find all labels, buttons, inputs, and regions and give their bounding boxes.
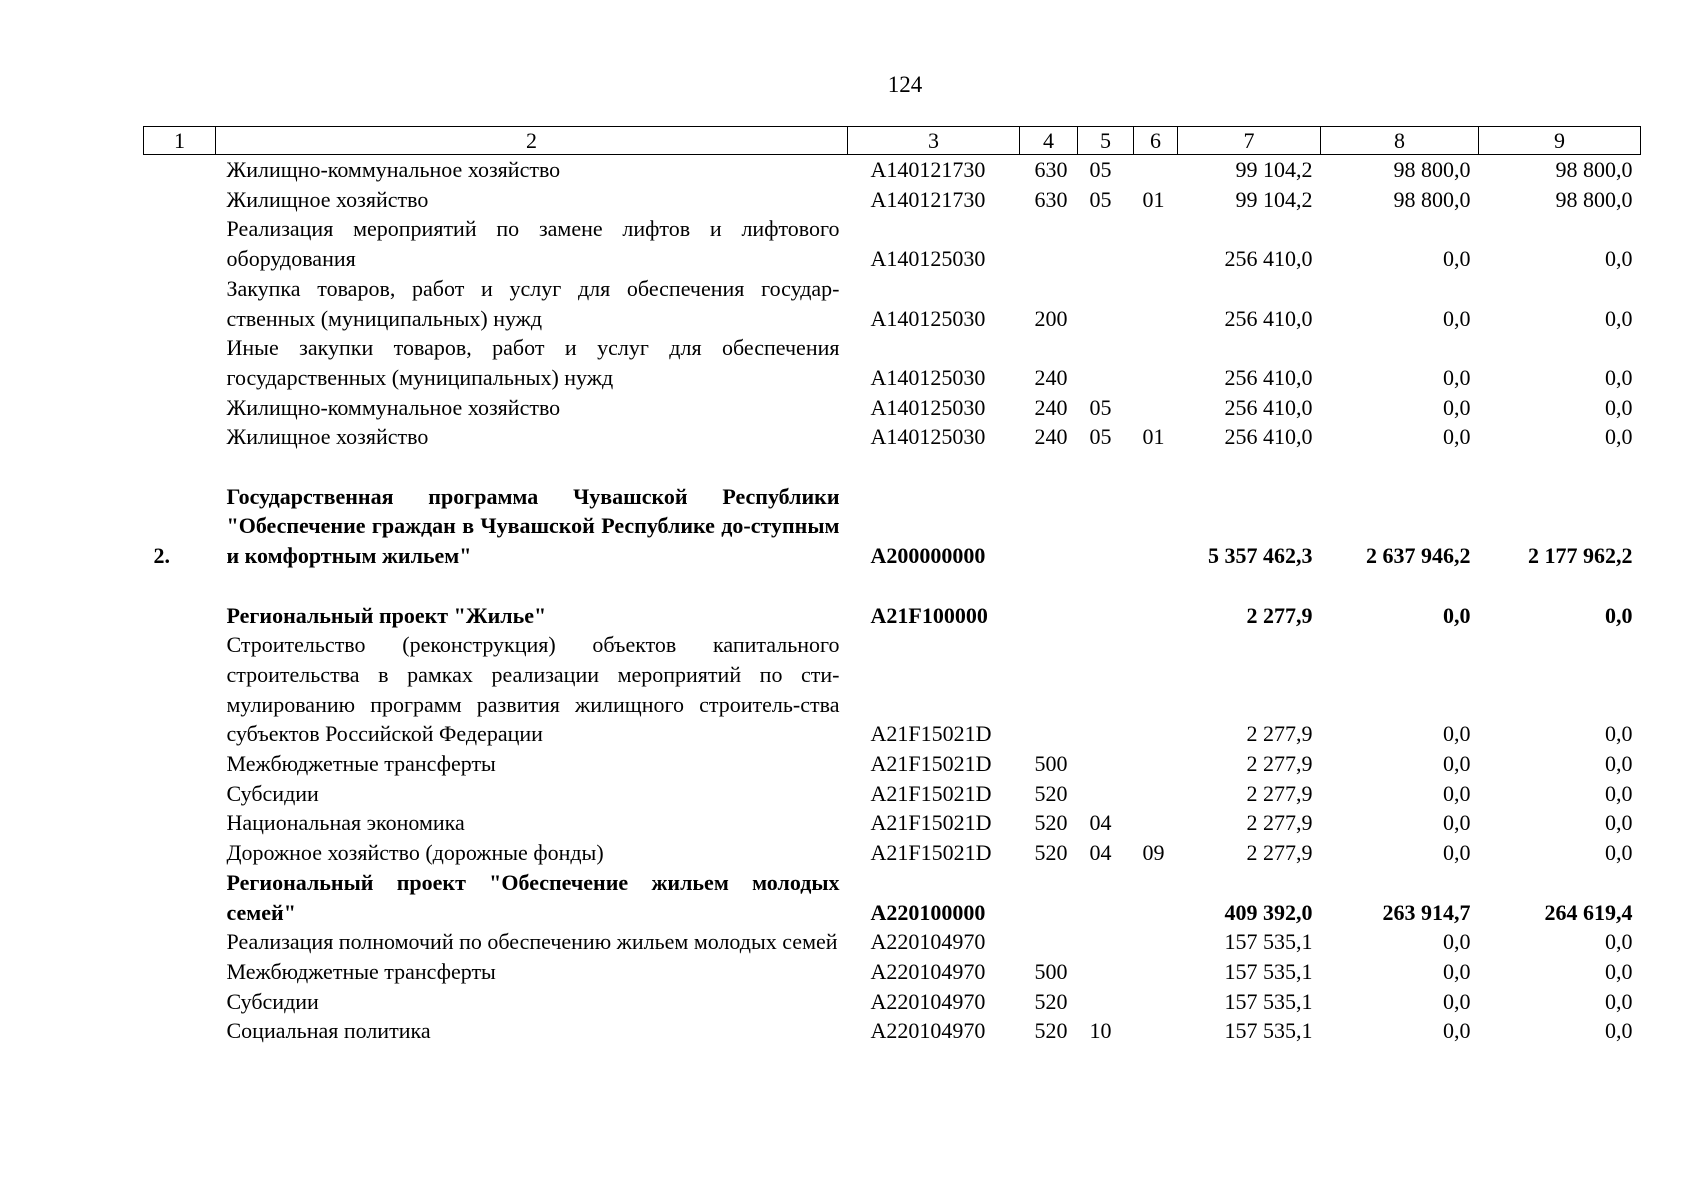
spacer-cell xyxy=(144,571,1641,601)
target-article-code: А21F100000 xyxy=(870,602,988,628)
subsection-code: 01 xyxy=(1142,186,1165,212)
table-row xyxy=(144,838,1641,868)
row-name: Социальная политика xyxy=(226,1018,431,1044)
subsection-code: 01 xyxy=(1142,424,1165,450)
row-name: Дорожное хозяйство (дорожные фонды) xyxy=(226,840,604,866)
subsection-code xyxy=(1134,927,1178,957)
row-number xyxy=(144,779,216,809)
subsection-code xyxy=(1134,957,1178,987)
row-number xyxy=(144,333,216,392)
target-article-code: А200000000 xyxy=(870,543,986,569)
row-number xyxy=(144,838,216,868)
subsection-code xyxy=(1134,214,1178,273)
amount-year-2: 0,0 xyxy=(1443,958,1471,984)
amount-year-1: 2 277,9 xyxy=(1246,810,1313,836)
row-name: Жилищно-коммунальное хозяйство xyxy=(226,394,561,420)
target-article-code: А21F15021D xyxy=(870,780,992,806)
target-article-code: А140125030 xyxy=(870,246,986,272)
row-name: Реализация мероприятий по замене лифтов и лифтового оборудования xyxy=(226,216,840,272)
amount-year-3: 0,0 xyxy=(1605,305,1633,331)
row-name: Закупка товаров, работ и услуг для обеспечения государ-ственных (муниципальных) нужд xyxy=(226,275,840,331)
row-name: Национальная экономика xyxy=(226,810,465,836)
target-article-code: А140125030 xyxy=(870,305,986,331)
expense-type-code: 520 xyxy=(1034,840,1068,866)
target-article-code: А140125030 xyxy=(870,424,986,450)
amount-year-3: 0,0 xyxy=(1605,721,1633,747)
column-header-8: 8 xyxy=(1321,127,1479,155)
target-article-code: А220100000 xyxy=(870,899,986,925)
amount-year-3: 0,0 xyxy=(1605,751,1633,777)
amount-year-3: 0,0 xyxy=(1605,780,1633,806)
amount-year-1: 2 277,9 xyxy=(1246,840,1313,866)
row-name: Субсидии xyxy=(226,780,319,806)
amount-year-2: 0,0 xyxy=(1443,246,1471,272)
target-article-code: А220104970 xyxy=(870,988,986,1014)
expense-type-code: 520 xyxy=(1034,988,1068,1014)
subsection-code xyxy=(1134,601,1178,631)
amount-year-1: 256 410,0 xyxy=(1224,364,1313,390)
amount-year-2: 0,0 xyxy=(1443,751,1471,777)
expense-type-code xyxy=(1020,868,1078,927)
expense-type-code xyxy=(1020,601,1078,631)
column-header-1: 1 xyxy=(144,127,216,155)
row-name: Жилищное хозяйство xyxy=(226,186,429,212)
target-article-code: А140121730 xyxy=(870,186,986,212)
section-code xyxy=(1078,333,1134,392)
row-number xyxy=(144,155,216,185)
table-row xyxy=(144,155,1641,185)
spacer-cell xyxy=(144,452,1641,482)
table-row xyxy=(144,927,1641,957)
column-header-6: 6 xyxy=(1134,127,1178,155)
row-name: Жилищно-коммунальное хозяйство xyxy=(226,157,561,182)
amount-year-3: 264 619,4 xyxy=(1544,899,1633,925)
expense-type-code: 520 xyxy=(1034,1018,1068,1044)
section-code xyxy=(1078,601,1134,631)
amount-year-2: 98 800,0 xyxy=(1393,186,1471,212)
amount-year-2: 98 800,0 xyxy=(1393,157,1471,182)
expense-type-code: 630 xyxy=(1034,157,1068,182)
expense-type-code: 240 xyxy=(1034,394,1068,420)
subsection-code xyxy=(1134,868,1178,927)
subsection-code xyxy=(1134,333,1178,392)
amount-year-1: 409 392,0 xyxy=(1224,899,1313,925)
target-article-code: А220104970 xyxy=(870,1018,986,1044)
section-code xyxy=(1078,927,1134,957)
amount-year-2: 0,0 xyxy=(1443,305,1471,331)
column-header-5: 5 xyxy=(1078,127,1134,155)
row-number xyxy=(144,808,216,838)
amount-year-2: 0,0 xyxy=(1443,424,1471,450)
amount-year-1: 157 535,1 xyxy=(1224,929,1313,955)
column-header-4: 4 xyxy=(1020,127,1078,155)
amount-year-1: 2 277,9 xyxy=(1246,751,1313,777)
amount-year-1: 157 535,1 xyxy=(1224,958,1313,984)
table-row xyxy=(144,868,1641,927)
column-header-3: 3 xyxy=(848,127,1020,155)
amount-year-2: 0,0 xyxy=(1443,780,1471,806)
subsection-code xyxy=(1134,779,1178,809)
section-code xyxy=(1078,779,1134,809)
row-name: Региональный проект "Обеспечение жильем молодых семей" xyxy=(226,869,840,925)
target-article-code: А21F15021D xyxy=(870,810,992,836)
row-name: Иные закупки товаров, работ и услуг для обеспечения государственных (муниципальных) нужд xyxy=(226,335,840,390)
expense-type-code: 520 xyxy=(1034,810,1068,836)
row-name: Реализация полномочий по обеспечению жильем молодых семей xyxy=(226,929,838,955)
expense-type-code xyxy=(1020,482,1078,571)
expense-type-code xyxy=(1020,214,1078,273)
amount-year-2: 2 637 946,2 xyxy=(1366,543,1471,569)
row-name: Межбюджетные трансферты xyxy=(226,958,496,984)
table-row xyxy=(144,333,1641,392)
section-code xyxy=(1078,630,1134,749)
amount-year-2: 0,0 xyxy=(1443,988,1471,1014)
spacer-row xyxy=(144,452,1641,482)
amount-year-3: 0,0 xyxy=(1605,988,1633,1014)
amount-year-1: 256 410,0 xyxy=(1224,394,1313,420)
amount-year-1: 256 410,0 xyxy=(1224,305,1313,331)
section-code xyxy=(1078,749,1134,779)
amount-year-1: 2 277,9 xyxy=(1246,721,1313,747)
section-code xyxy=(1078,482,1134,571)
expense-type-code: 630 xyxy=(1034,186,1068,212)
amount-year-1: 99 104,2 xyxy=(1235,186,1313,212)
table-row xyxy=(144,601,1641,631)
table-row xyxy=(144,214,1641,273)
table-row xyxy=(144,808,1641,838)
expense-type-code: 500 xyxy=(1034,958,1068,984)
row-number xyxy=(144,1016,216,1046)
table-body xyxy=(144,155,1641,1047)
expense-type-code: 520 xyxy=(1034,780,1068,806)
header-row xyxy=(144,127,1641,155)
row-name: Государственная программа Чувашской Республики "Обеспечение граждан в Чувашской Республике до-ступным и комфортным жильем" xyxy=(226,483,840,569)
table-row xyxy=(144,779,1641,809)
section-code: 05 xyxy=(1089,186,1112,212)
table-row xyxy=(144,393,1641,423)
table-row xyxy=(144,422,1641,452)
expense-type-code xyxy=(1020,630,1078,749)
row-number xyxy=(144,987,216,1017)
row-number xyxy=(144,274,216,333)
section-code: 05 xyxy=(1089,394,1112,420)
row-number xyxy=(144,749,216,779)
subsection-code xyxy=(1134,393,1178,423)
target-article-code: А21F15021D xyxy=(870,840,992,866)
section-code: 10 xyxy=(1089,1018,1112,1044)
row-number: 2. xyxy=(153,543,170,569)
amount-year-2: 0,0 xyxy=(1443,364,1471,390)
table-row xyxy=(144,1016,1641,1046)
table-row xyxy=(144,987,1641,1017)
target-article-code: А140125030 xyxy=(870,364,986,390)
amount-year-2: 263 914,7 xyxy=(1382,899,1471,925)
amount-year-3: 0,0 xyxy=(1605,1018,1633,1044)
expense-type-code: 240 xyxy=(1034,364,1068,390)
subsection-code xyxy=(1134,630,1178,749)
row-name: Жилищное хозяйство xyxy=(226,424,429,450)
section-code: 05 xyxy=(1089,157,1112,182)
amount-year-1: 5 357 462,3 xyxy=(1208,543,1313,569)
subsection-code xyxy=(1134,274,1178,333)
row-number xyxy=(144,393,216,423)
subsection-code: 09 xyxy=(1142,840,1165,866)
amount-year-2: 0,0 xyxy=(1443,721,1471,747)
target-article-code: А140121730 xyxy=(870,157,986,182)
amount-year-3: 0,0 xyxy=(1605,929,1633,955)
table-row xyxy=(144,630,1641,749)
amount-year-3: 0,0 xyxy=(1605,424,1633,450)
row-name: Межбюджетные трансферты xyxy=(226,751,496,777)
target-article-code: А21F15021D xyxy=(870,721,992,747)
amount-year-1: 157 535,1 xyxy=(1224,988,1313,1014)
row-name: Региональный проект "Жилье" xyxy=(226,602,547,628)
column-header-2: 2 xyxy=(216,127,848,155)
expense-type-code: 500 xyxy=(1034,751,1068,777)
amount-year-1: 2 277,9 xyxy=(1246,780,1313,806)
row-name: Строительство (реконструкция) объектов капитального строительства в рамках реализации мероприятий по сти-мулированию программ развития жилищного строитель-ства субъектов Российской Федерации xyxy=(226,632,840,747)
amount-year-1: 256 410,0 xyxy=(1224,424,1313,450)
row-number xyxy=(144,630,216,749)
amount-year-2: 0,0 xyxy=(1443,840,1471,866)
row-number xyxy=(144,957,216,987)
amount-year-2: 0,0 xyxy=(1443,394,1471,420)
row-number xyxy=(144,601,216,631)
target-article-code: А220104970 xyxy=(870,958,986,984)
section-code xyxy=(1078,987,1134,1017)
section-code: 04 xyxy=(1089,810,1112,836)
section-code xyxy=(1078,274,1134,333)
budget-table xyxy=(143,126,1641,1046)
amount-year-2: 0,0 xyxy=(1443,602,1471,628)
spacer-row xyxy=(144,571,1641,601)
section-code: 05 xyxy=(1089,424,1112,450)
amount-year-3: 0,0 xyxy=(1605,364,1633,390)
subsection-code xyxy=(1134,808,1178,838)
row-number xyxy=(144,422,216,452)
amount-year-1: 157 535,1 xyxy=(1224,1018,1313,1044)
table-row xyxy=(144,482,1641,571)
row-number xyxy=(144,214,216,273)
amount-year-3: 0,0 xyxy=(1605,246,1633,272)
section-code: 04 xyxy=(1089,840,1112,866)
amount-year-3: 0,0 xyxy=(1605,958,1633,984)
expense-type-code: 240 xyxy=(1034,424,1068,450)
amount-year-3: 98 800,0 xyxy=(1555,157,1633,182)
target-article-code: А21F15021D xyxy=(870,751,992,777)
section-code xyxy=(1078,957,1134,987)
column-number-header xyxy=(144,127,1641,155)
amount-year-2: 0,0 xyxy=(1443,929,1471,955)
subsection-code xyxy=(1134,1016,1178,1046)
amount-year-1: 99 104,2 xyxy=(1235,157,1313,182)
amount-year-2: 0,0 xyxy=(1443,1018,1471,1044)
table-row xyxy=(144,274,1641,333)
amount-year-3: 0,0 xyxy=(1605,602,1633,628)
row-name: Субсидии xyxy=(226,988,319,1014)
row-number xyxy=(144,927,216,957)
subsection-code xyxy=(1134,749,1178,779)
table-row xyxy=(144,957,1641,987)
subsection-code xyxy=(1134,987,1178,1017)
target-article-code: А140125030 xyxy=(870,394,986,420)
amount-year-3: 0,0 xyxy=(1605,394,1633,420)
expense-type-code: 200 xyxy=(1034,305,1068,331)
row-number xyxy=(144,868,216,927)
column-header-9: 9 xyxy=(1479,127,1641,155)
amount-year-1: 2 277,9 xyxy=(1246,602,1313,628)
row-number xyxy=(144,185,216,215)
amount-year-1: 256 410,0 xyxy=(1224,246,1313,272)
amount-year-3: 2 177 962,2 xyxy=(1528,543,1633,569)
table-row xyxy=(144,749,1641,779)
subsection-code xyxy=(1134,155,1178,185)
section-code xyxy=(1078,868,1134,927)
amount-year-3: 98 800,0 xyxy=(1555,186,1633,212)
amount-year-3: 0,0 xyxy=(1605,810,1633,836)
target-article-code: А220104970 xyxy=(870,929,986,955)
amount-year-3: 0,0 xyxy=(1605,840,1633,866)
subsection-code xyxy=(1134,482,1178,571)
page-number: 124 xyxy=(887,72,923,97)
column-header-7: 7 xyxy=(1178,127,1321,155)
section-code xyxy=(1078,214,1134,273)
table-row xyxy=(144,185,1641,215)
amount-year-2: 0,0 xyxy=(1443,810,1471,836)
expense-type-code xyxy=(1020,927,1078,957)
